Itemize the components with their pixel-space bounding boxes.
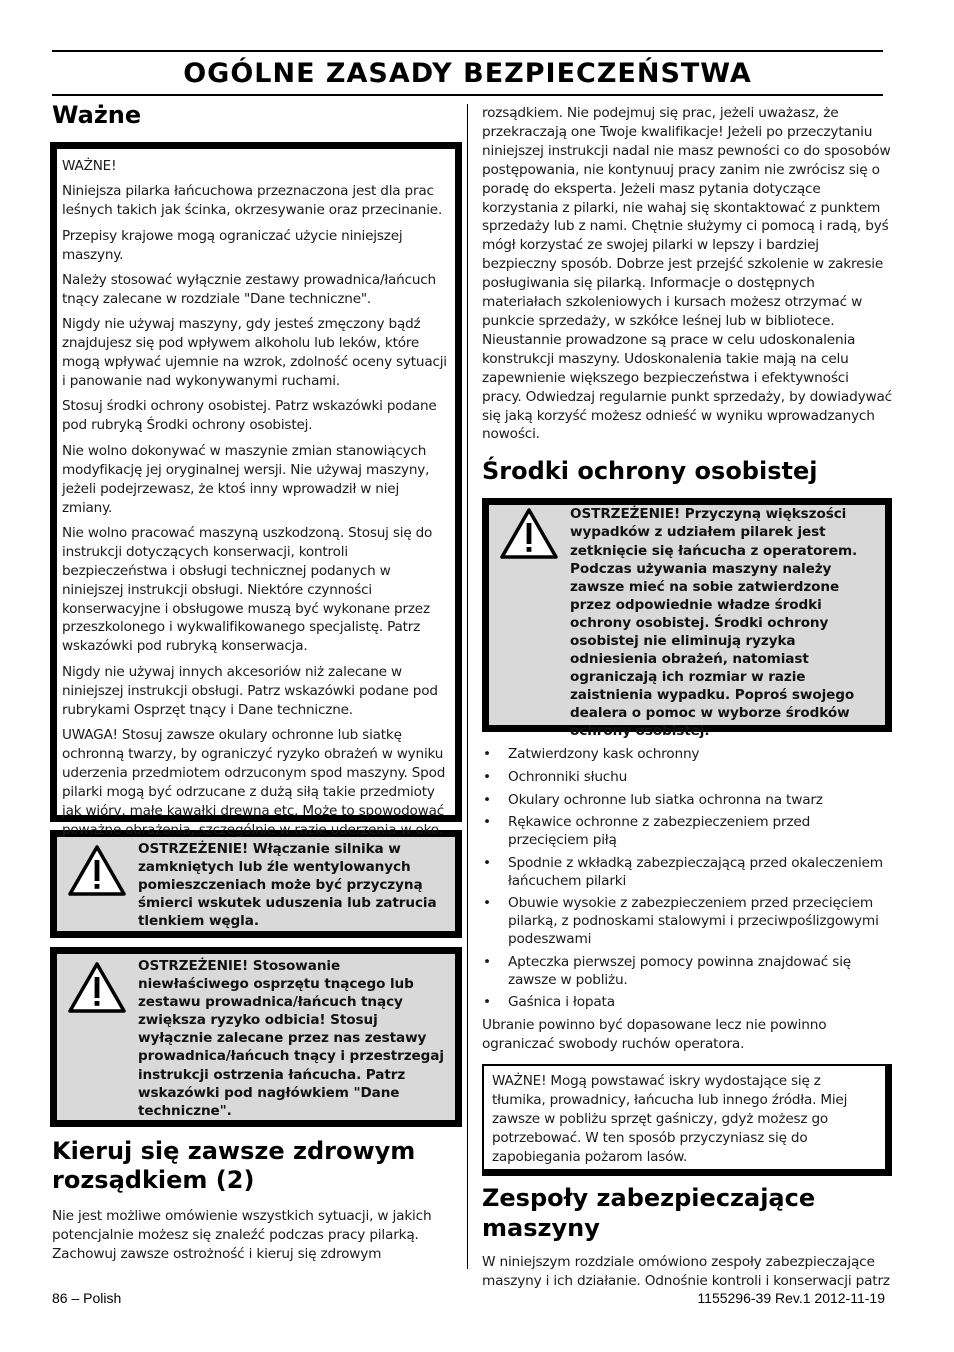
- important-paragraph: Nie wolno pracować maszyną uszkodzoną. Stosuj się do instrukcji dotyczących konserwacji, kontroli bezpieczeństwa i obsługi technicznej podanych w niniejszej instrukcji obsługi. Niektóre czynności konserwacyjne i obsługowe muszą być wykonane przez przeszkolonego i wykwalifikowanego specjalistę. Patrz wskazówki pod rubryką konserwacja.: [62, 524, 433, 655]
- fire-notice-box: [482, 1064, 892, 1176]
- warning-triangle-icon: [489, 505, 569, 725]
- title-rule-bottom: [52, 94, 883, 96]
- important-paragraph: Przepisy krajowe mogą ograniczać użycie niniejszej maszyny.: [62, 227, 403, 263]
- list-item: • Zatwierdzony kask ochronny: [482, 745, 892, 763]
- important-paragraph: Należy stosować wyłącznie zestawy prowadnica/łańcuch tnący zalecane w rozdziale "Dane techniczne".: [62, 272, 436, 307]
- list-item: • Spodnie z wkładką zabezpieczającą przed okaleczeniem łańcuchem pilarki: [482, 854, 892, 890]
- important-paragraph: Nigdy nie używaj innych akcesoriów niż zalecane w niniejszej instrukcji obsługi. Patrz wskazówki podane pod rubrykami Osprzęt tnący i Dane techniczne.: [62, 663, 438, 718]
- important-paragraph: Niniejsza pilarka łańcuchowa przeznaczona jest dla prac leśnych takich jak ścinka, okrzesywanie oraz przecinanie.: [62, 183, 443, 219]
- list-item: • Obuwie wysokie z zabezpieczeniem przed przecięciem pilarką, z podnoskami stalowymi i przeciwpoślizgowymi podeszwami: [482, 894, 892, 948]
- important-paragraph: UWAGA! Stosuj zawsze okulary ochronne lub siatkę ochronną twarzy, by ograniczyć ryzyko obrażeń w wyniku uderzenia przedmiotem odrzuconym spod maszyny. Spod pilarki mogą być odrzucane z dużą siłą takie przedmioty jak wióry, małe kawałki drewna etc. Może to spowodować poważne obrażenia, szczególnie w razie uderzenia w oko.: [62, 726, 446, 838]
- important-notice-box: [50, 142, 462, 838]
- important-paragraph: WAŻNE!: [62, 158, 117, 174]
- list-item: • Apteczka pierwszej pomocy powinna znajdować się zawsze w pobliżu.: [482, 953, 892, 989]
- warning-box-ppe: [482, 498, 892, 740]
- list-item: • Ochronniki słuchu: [482, 768, 892, 786]
- important-paragraph: Stosuj środki ochrony osobistej. Patrz wskazówki podane pod rubryką Środki ochrony osobistej.: [62, 398, 437, 434]
- heading-kieruj-sie: Kieruj się zawsze zdrowym rozsądkiem (2): [52, 1137, 416, 1194]
- zespoly-paragraph: W niniejszym rozdziale omówiono zespoły zabezpieczające maszyny i ich działanie. Odnośnie kontroli i konserwacji patrz: [482, 1253, 890, 1289]
- list-item: • Gaśnica i łopata: [482, 993, 892, 1011]
- clothing-paragraph: Ubranie powinno być dopasowane lecz nie powinno ograniczać swobody ruchów operatora.: [482, 1017, 827, 1052]
- heading-wazne: Ważne: [52, 101, 142, 129]
- important-paragraph: Nigdy nie używaj maszyny, gdy jesteś zmęczony bądź znajdujesz się pod wpływem alkoholu lub leków, które mogą wpływać ujemnie na wzrok, zdolność oceny sytuacji i panowanie nad wykonywanymi ruchami.: [62, 316, 447, 390]
- footer-page-number: 86 – Polish: [52, 1290, 122, 1306]
- footer-document-code: 1155296-39 Rev.1 2012-11-19: [697, 1290, 885, 1306]
- ppe-list: [482, 745, 892, 1011]
- warning-triangle-icon: [57, 954, 137, 1120]
- warning-triangle-icon: [57, 837, 137, 931]
- heading-srodki-ochrony: Środki ochrony osobistej: [482, 457, 818, 486]
- fire-notice-text: WAŻNE! Mogą powstawać iskry wydostające się z tłumika, prowadnicy, łańcucha lub innego źródła. Miej zawsze w pobliżu sprzęt gaśniczy, gdyż możesz go potrzebować. W ten sposób przyczyniasz się do zapobiegania pożarom lasów.: [492, 1072, 848, 1165]
- list-item: • Rękawice ochronne z zabezpieczeniem przed przecięciem piłą: [482, 813, 892, 849]
- heading-zespoly-zabezpieczajace: Zespoły zabezpieczające maszyny: [482, 1183, 816, 1242]
- warning-text-cutting-equipment: OSTRZEŻENIE! Stosowanie niewłaściwego osprzętu tnącego lub zestawu prowadnica/łańcuch tnący zwiększa ryzyko odbicia! Stosuj wyłącznie zalecane przez nas zestawy prowadnica/łańcuch tnący i przestrzegaj instrukcji ostrzenia łańcucha. Patrz wskazówki pod nagłówkiem "Dane techniczne".: [138, 958, 444, 1119]
- column-divider: [467, 104, 468, 1269]
- left-column: [50, 100, 462, 1264]
- list-item: • Okulary ochronne lub siatka ochronna na twarz: [482, 791, 892, 809]
- warning-text-ventilation: OSTRZEŻENIE! Włączanie silnika w zamkniętych lub źle wentylowanych pomieszczeniach może być przyczyną śmierci wskutek uduszenia lub zatrucia tlenkiem węgla.: [138, 841, 437, 930]
- continuation-paragraph: rozsądkiem. Nie podejmuj się prac, jeżeli uważasz, że przekraczają one Twoje kwalifikacje! Jeżeli po przeczytaniu niniejszej instrukcji nadal nie masz pewności co do sposobów postępowania, nie kontynuuj pracy zanim nie zwrócisz się o poradę do eksperta. Jeżeli masz pytania dotyczące korzystania z pilarki, nie wahaj się skontaktować z punktem sprzedaży lub z nami. Chętnie służymy ci pomocą i radą, byś mógł korzystać ze swojej pilarki w lepszy i bardziej bezpieczny sposób. Dobrze jest przejść szkolenie w zakresie posługiwania się pilarką. Informacje o dostępnych materiałach szkoleniowych i kursach możesz otrzymać w punkcie sprzedaży, w szkółce leśnej lub w bibliotece. Nieustannie prowadzone są prace w celu udoskonalenia konstrukcji maszyny. Udoskonalenia takie mają na celu zapewnienie większego bezpieczeństwa i efektywności pracy. Odwiedzaj regularnie punkt sprzedaży, by dowiadywać się jaką korzyść możesz odnieść w wyniku wprowadzanych nowości.: [482, 105, 892, 443]
- kieruj-paragraph: Nie jest możliwe omówienie wszystkich sytuacji, w jakich potencjalnie możesz się znaleźć podczas pracy pilarką. Zachowuj zawsze ostrożność i kieruj się zdrowym: [52, 1208, 432, 1262]
- title-rule-top: [52, 50, 883, 52]
- warning-box-ventilation: [50, 830, 462, 938]
- right-column: [482, 104, 892, 1291]
- important-paragraph: Nie wolno dokonywać w maszynie zmian stanowiących modyfikację jej oryginalnej wersji. Nie używaj maszyny, jeżeli podejrzewasz, że ktoś inny wprowadził w niej zmiany.: [62, 442, 430, 516]
- page-title: OGÓLNE ZASADY BEZPIECZEŃSTWA: [183, 58, 752, 89]
- warning-text-ppe: OSTRZEŻENIE! Przyczyną większości wypadków z udziałem pilarek jest zetknięcie się łańcucha z operatorem. Podczas używania maszyny należy zawsze mieć na sobie zatwierdzone przez odpowiednie władze środki ochrony osobistej. Środki ochrony osobistej nie eliminują ryzyka odniesienia obrażeń, natomiast ograniczają ich rozmiar w razie zaistnienia wypadku. Poproś swojego dealera o pomoc w wyborze środków ochrony osobistej.: [570, 506, 858, 740]
- warning-box-cutting-equipment: [50, 947, 462, 1127]
